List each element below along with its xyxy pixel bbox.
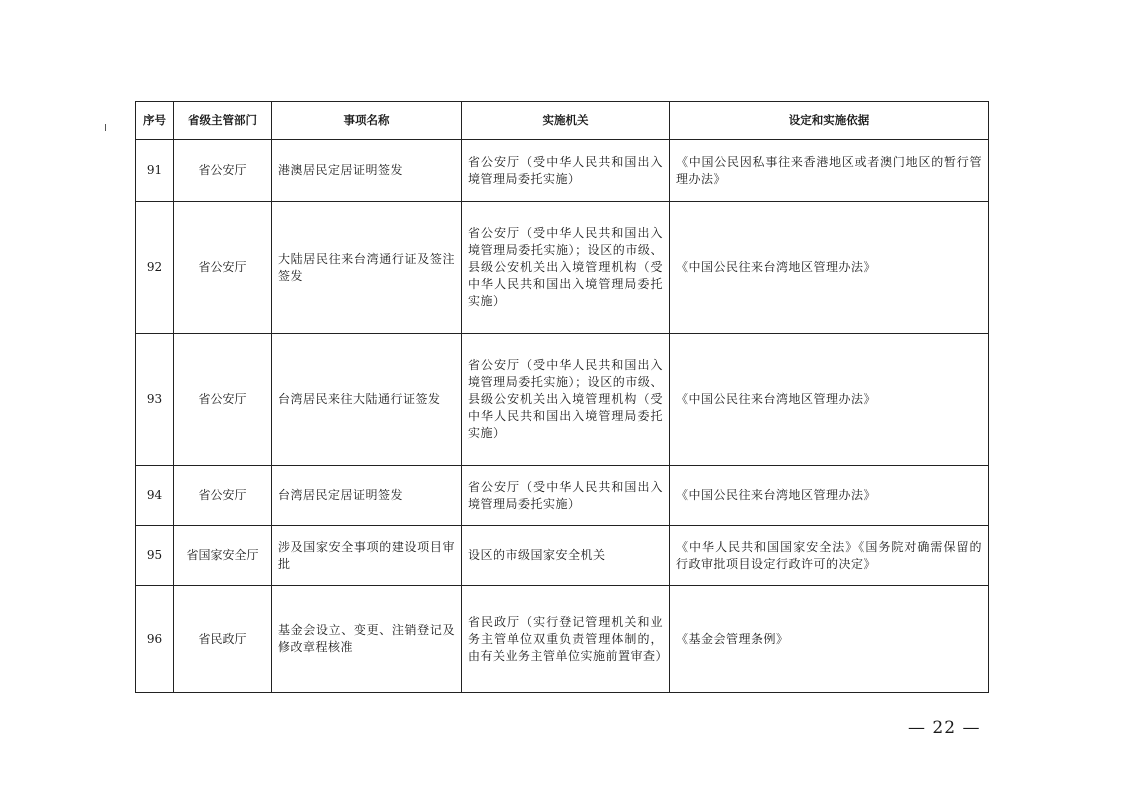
row-basis: 《中国公民往来台湾地区管理办法》 [670, 202, 989, 334]
row-item: 基金会设立、变更、注销登记及修改章程核准 [272, 586, 462, 693]
row-no: 96 [136, 586, 174, 693]
row-dept: 省国家安全厅 [174, 526, 272, 586]
row-agency: 省公安厅（受中华人民共和国出入境管理局委托实施） [462, 140, 670, 202]
page-number: — 22 — [908, 718, 981, 738]
row-item: 台湾居民来往大陆通行证签发 [272, 334, 462, 466]
row-basis: 《中国公民因私事往来香港地区或者澳门地区的暂行管理办法》 [670, 140, 989, 202]
row-item: 港澳居民定居证明签发 [272, 140, 462, 202]
row-basis: 《基金会管理条例》 [670, 586, 989, 693]
row-no: 92 [136, 202, 174, 334]
header-basis: 设定和实施依据 [670, 102, 989, 140]
row-dept: 省公安厅 [174, 466, 272, 526]
header-no: 序号 [136, 102, 174, 140]
row-no: 95 [136, 526, 174, 586]
row-item: 大陆居民往来台湾通行证及签注签发 [272, 202, 462, 334]
row-basis: 《中国公民往来台湾地区管理办法》 [670, 334, 989, 466]
header-agency: 实施机关 [462, 102, 670, 140]
header-item: 事项名称 [272, 102, 462, 140]
header-dept: 省级主管部门 [174, 102, 272, 140]
items-table [135, 101, 989, 693]
row-dept: 省公安厅 [174, 334, 272, 466]
row-dept: 省公安厅 [174, 140, 272, 202]
margin-mark [105, 124, 106, 131]
table-row [136, 334, 989, 466]
row-basis: 《中华人民共和国国家安全法》《国务院对确需保留的行政审批项目设定行政许可的决定》 [670, 526, 989, 586]
row-agency: 省民政厅（实行登记管理机关和业务主管单位双重负责管理体制的，由有关业务主管单位实施前置审查） [462, 586, 670, 693]
table-row [136, 202, 989, 334]
row-no: 93 [136, 334, 174, 466]
row-item: 台湾居民定居证明签发 [272, 466, 462, 526]
table-row [136, 140, 989, 202]
row-agency: 省公安厅（受中华人民共和国出入境管理局委托实施）；设区的市级、县级公安机关出入境管理机构（受中华人民共和国出入境管理局委托实施） [462, 334, 670, 466]
table-row [136, 526, 989, 586]
table-header-row [136, 102, 989, 140]
row-item: 涉及国家安全事项的建设项目审批 [272, 526, 462, 586]
row-agency: 省公安厅（受中华人民共和国出入境管理局委托实施）；设区的市级、县级公安机关出入境管理机构（受中华人民共和国出入境管理局委托实施） [462, 202, 670, 334]
table-row [136, 586, 989, 693]
table-row [136, 466, 989, 526]
row-agency: 设区的市级国家安全机关 [462, 526, 670, 586]
row-basis: 《中国公民往来台湾地区管理办法》 [670, 466, 989, 526]
row-no: 91 [136, 140, 174, 202]
row-dept: 省民政厅 [174, 586, 272, 693]
row-agency: 省公安厅（受中华人民共和国出入境管理局委托实施） [462, 466, 670, 526]
row-dept: 省公安厅 [174, 202, 272, 334]
row-no: 94 [136, 466, 174, 526]
